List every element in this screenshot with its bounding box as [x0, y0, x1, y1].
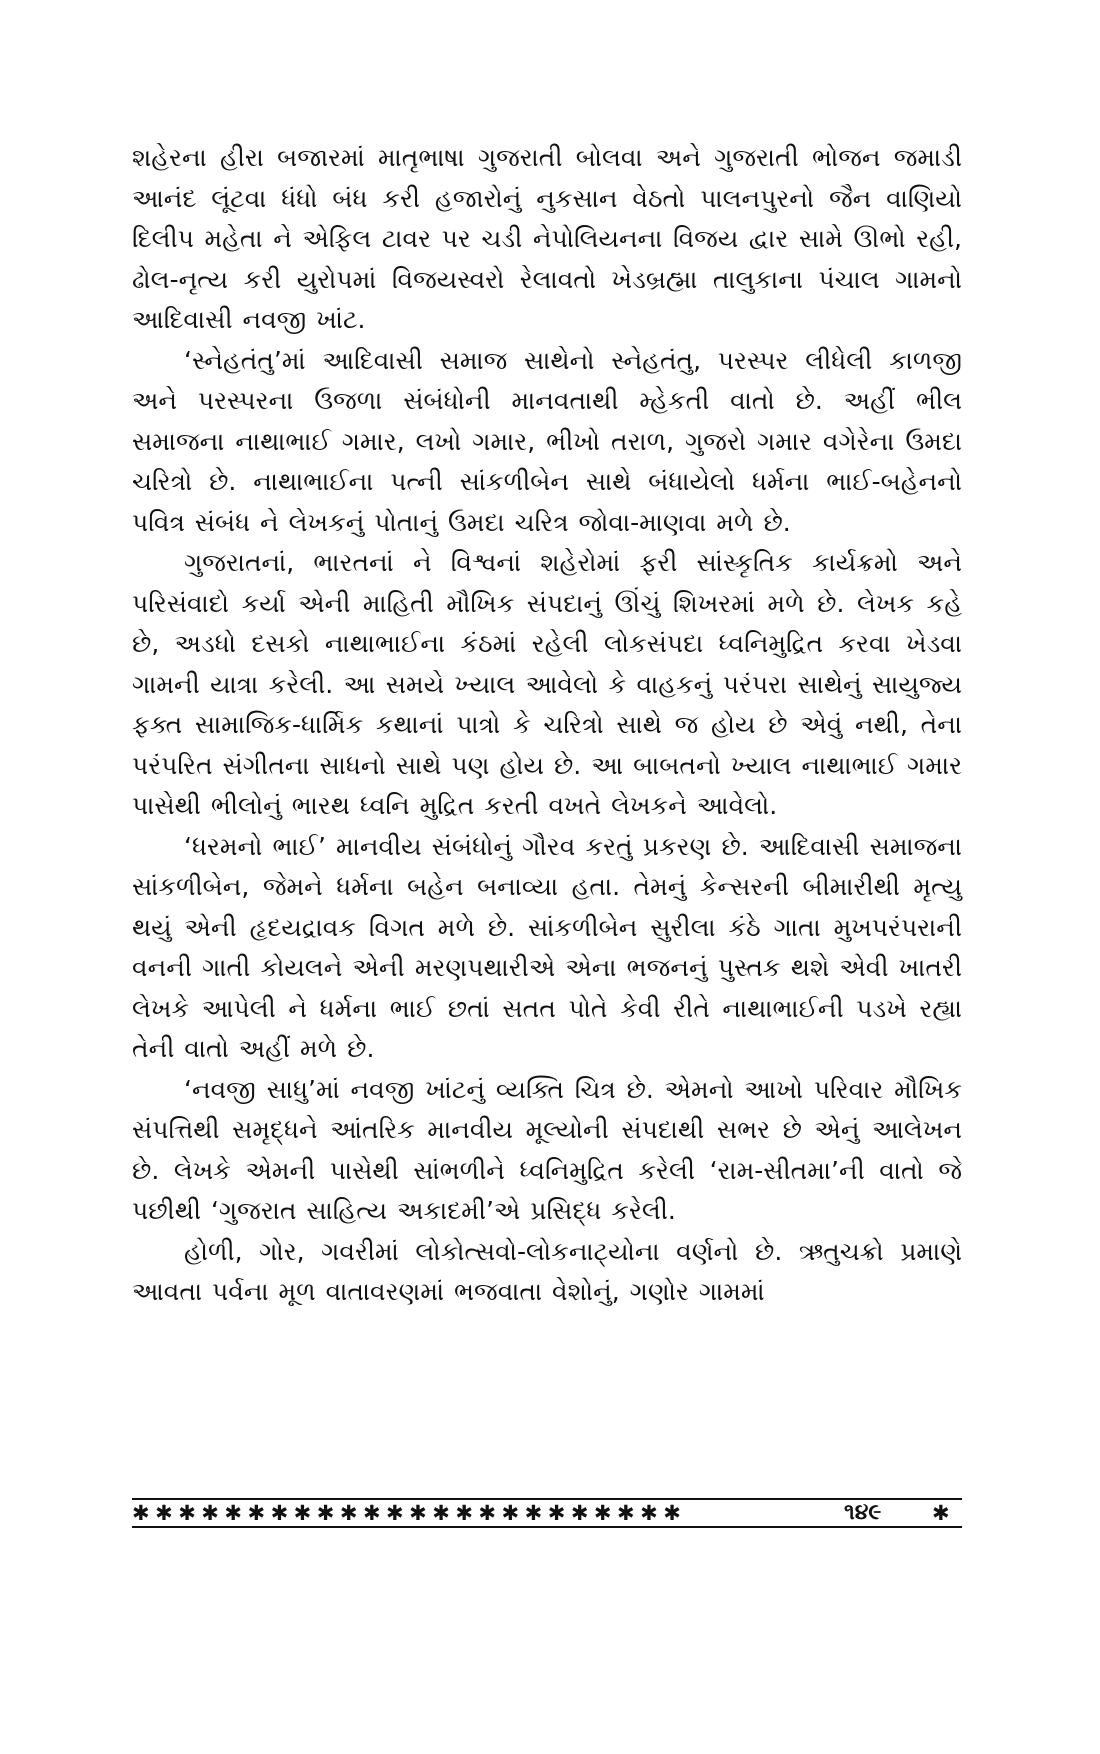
paragraph-1: શહેરના હીરા બજારમાં માતૃભાષા ગુજરાતી બોલવા અને ગુજરાતી ભોજન જમાડી આનંદ લૂંટવા ધંધો બંધ કરી હજારોનું નુકસાન વેઠતો પાલનપુરનો જૈન વાણિયો દિલીપ મહેતા ને એફિલ ટાવર પર ચડી નેપોલિયનના વિજય દ્વાર સામે ઊભો રહી, ઢોલ-નૃત્ય કરી યુરોપમાં વિજયસ્વરો રેલાવતો ખેડબ્રહ્મા તાલુકાના પંચાલ ગામનો આદિવાસી નવજી ખાંટ.	[132, 143, 962, 334]
footer-end-star: ✱	[932, 1501, 950, 1525]
paragraph-2: ‘સ્નેહતંતુ’માં આદિવાસી સમાજ સાથેનો સ્નેહતંતુ, પરસ્પર લીધેલી કાળજી અને પરસ્પરના ઉજળા સંબંધોની માનવતાથી મ્હેકતી વાતો છે. અહીં ભીલ સમાજના નાથાભાઈ ગમાર, લખો ગમાર, ભીખો તરાળ, ગુજરો ગમાર વગેરેના ઉમદા ચરિત્રો છે. નાથાભાઈના પત્ની સાંકળીબેન સાથે બંધાયેલો ધર્મના ભાઈ-બહેનનો પવિત્ર સંબંધ ને લેખકનું પોતાનું ઉમદા ચરિત્ર જોવા-માણવા મળે છે.	[132, 345, 962, 537]
footer-bottom-rule	[132, 1526, 962, 1528]
paragraph-6: હોળી, ગોર, ગવરીમાં લોકોત્સવો-લોકનાટ્યોના વર્ણનો છે. ઋતુચક્રો પ્રમાણે આવતા પર્વના મૂળ વાતાવરણમાં ભજવાતા વેશોનું, ગણોર ગામમાં	[132, 1236, 962, 1306]
paragraph-5: ‘નવજી સાધુ’માં નવજી ખાંટનું વ્યક્તિ ચિત્ર છે. એમનો આખો પરિવાર મૌખિક સંપત્તિથી સમૃદ્ધને આંતરિક માનવીય મૂલ્યોની સંપદાથી સભર છે એનું આલેખન છે. લેખકે એમની પાસેથી સાંભળીને ધ્વનિમુદ્રિત કરેલી ‘રામ-સીતમા’ની વાતો જે પછીથી ‘ગુજરાત સાહિત્ય અકાદમી’એ પ્રસિદ્ધ કરેલી.	[132, 1074, 962, 1225]
paragraph-3: ગુજરાતનાં, ભારતનાં ને વિશ્વનાં શહેરોમાં ફરી સાંસ્કૃતિક કાર્યક્રમો અને પરિસંવાદો કર્યા એની માહિતી મૌખિક સંપદાનું ઊંચું શિખરમાં મળે છે. લેખક કહે છે, અડધો દસકો નાથાભાઈના કંઠમાં રહેલી લોકસંપદા ધ્વનિમુદ્રિત કરવા ખેડવા ગામની યાત્રા કરેલી. આ સમયે ખ્યાલ આવેલો કે વાહકનું પરંપરા સાથેનું સાયુજ્ય ફક્ત સામાજિક-ધાર્મિક કથાનાં પાત્રો કે ચરિત્રો સાથે જ હોય છે એવું નથી, તેના પરંપરિત સંગીતના સાધનો સાથે પણ હોય છે. આ બાબતનો ખ્યાલ નાથાભાઈ ગમાર પાસેથી ભીલોનું ભારથ ધ્વનિ મુદ્રિત કરતી વખતે લેખકને આવેલો.	[132, 548, 962, 820]
page-number: ૧૪૯	[844, 1500, 882, 1525]
paragraph-4: ‘ધરમનો ભાઈ’ માનવીય સંબંધોનું ગૌરવ કરતું પ્રકરણ છે. આદિવાસી સમાજના સાંકળીબેન, જેમને ધર્મના બહેન બનાવ્યા હતા. તેમનું કેન્સરની બીમારીથી મૃત્યુ થયું એની હૃદયદ્રાવક વિગત મળે છે. સાંકળીબેન સુરીલા કંઠે ગાતા મુખપરંપરાની વનની ગાતી કોયલને એની મરણપથારીએ એના ભજનનું પુસ્તક થશે એવી ખાતરી લેખકે આપેલી ને ધર્મના ભાઈ છતાં સતત પોતે કેવી રીતે નાથાભાઈની પડખે રહ્યા તેની વાતો અહીં મળે છે.	[132, 831, 962, 1063]
footer-star-ornament: ✱✱✱✱✱✱✱✱✱✱✱✱✱✱✱✱✱✱✱✱✱✱✱✱	[132, 1501, 687, 1525]
page-body	[132, 138, 962, 1313]
page-footer	[132, 1498, 962, 1528]
footer-top-rule	[132, 1498, 962, 1500]
